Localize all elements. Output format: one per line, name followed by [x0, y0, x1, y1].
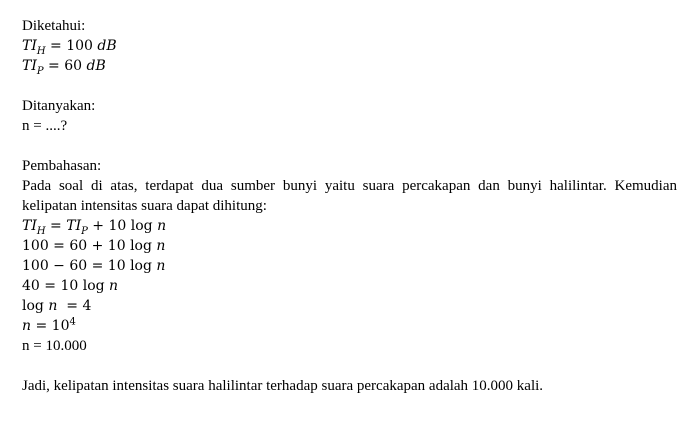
rhs-subscript: P [81, 225, 88, 237]
log-prefix: log [22, 298, 49, 314]
rhs-symbol: TI [66, 218, 82, 234]
symbol: TI [22, 38, 37, 54]
variable: n [109, 278, 119, 294]
base: = 10 [31, 318, 70, 334]
exponent: 4 [69, 316, 76, 328]
question-line: n = ....? [22, 118, 68, 134]
conclusion-line: Jadi, kelipatan intensitas suara halilintar terhadap suara percakapan adalah 10.000 kali. [22, 378, 544, 394]
given-ti-h [22, 36, 677, 56]
rest: + 10 log [87, 218, 158, 234]
value: = 60 [43, 58, 87, 74]
lhs-subscript: H [36, 225, 46, 237]
variable: n [157, 218, 167, 234]
variable: n [156, 258, 166, 274]
equation-step-2 [22, 236, 677, 256]
equation-step-4 [22, 276, 677, 296]
unit: dB [86, 58, 106, 74]
expression: 40 = 10 log [22, 278, 110, 294]
diketahui-heading: Diketahui: [22, 18, 86, 34]
spacer [22, 356, 677, 376]
expression: 100 − 60 = 10 log [22, 258, 157, 274]
equation-step-5 [22, 296, 677, 316]
variable: n [156, 238, 166, 254]
given-ti-p [22, 56, 677, 76]
spacer [22, 76, 677, 96]
pembahasan-heading: Pembahasan: [22, 158, 102, 174]
variable: n [48, 298, 58, 314]
value: = 100 [45, 38, 98, 54]
explanation-paragraph: Pada soal di atas, terdapat dua sumber bunyi yaitu suara percakapan dan bunyi halilintar. Kemudian kelipatan intensitas suara dapat dihitung: [22, 178, 677, 214]
expression: 100 = 60 + 10 log [22, 238, 157, 254]
equation-step-3 [22, 256, 677, 276]
lhs-symbol: TI [22, 218, 37, 234]
variable: n [22, 318, 32, 334]
equation-step-6 [22, 316, 677, 336]
equals: = [45, 218, 67, 234]
result: = 4 [57, 298, 92, 314]
subscript: H [36, 45, 46, 57]
solution-document [22, 16, 677, 396]
equation-step-7: n = 10.000 [22, 338, 87, 354]
symbol: TI [22, 58, 37, 74]
subscript: P [36, 65, 44, 77]
equation-step-1 [22, 216, 677, 236]
spacer [22, 136, 677, 156]
ditanyakan-heading: Ditanyakan: [22, 98, 96, 114]
unit: dB [97, 38, 117, 54]
